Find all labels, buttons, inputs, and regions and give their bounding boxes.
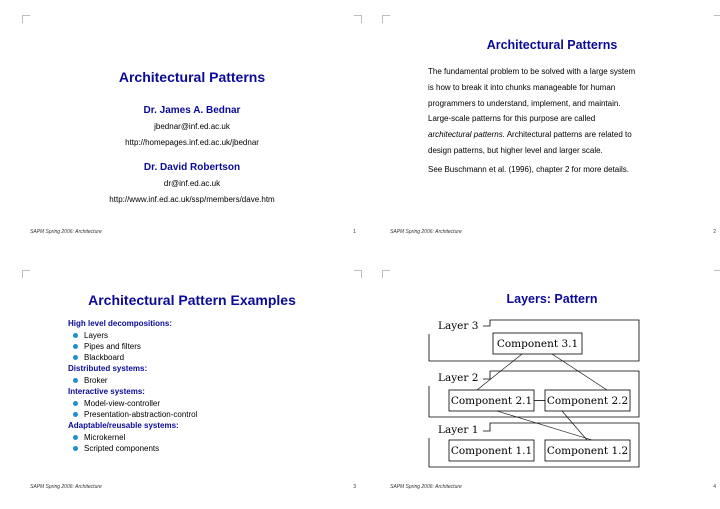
dependency-line — [552, 354, 607, 390]
bullet-icon — [73, 344, 78, 349]
slide-corner-mark — [714, 15, 720, 23]
paragraph-line — [428, 127, 720, 143]
paragraph-line: See Buschmann et al. (1996), chapter 2 for more details. — [428, 165, 629, 174]
component-label: Component 1.2 — [546, 445, 629, 457]
author-name: Dr. David Robertson — [143, 162, 241, 173]
slide-footer — [30, 229, 356, 235]
slide-title: Architectural Patterns — [118, 69, 266, 85]
footer-course: SAPM Spring 2006: Architecture — [390, 484, 462, 490]
bullet-icon — [73, 333, 78, 338]
page-number: 2 — [713, 229, 716, 235]
slide-title: Architectural Patterns — [486, 38, 618, 52]
list-item: Broker — [68, 375, 197, 386]
list-item: Layers — [68, 330, 197, 341]
paragraph-line: is how to break it into chunks manageable for human — [428, 83, 616, 92]
category-heading: Interactive systems: — [68, 387, 145, 396]
slide-corner-mark — [22, 15, 30, 23]
slide-2 — [382, 15, 720, 245]
bullet-icon — [73, 412, 78, 417]
page-number: 4 — [713, 484, 716, 490]
paragraph-text: Architectural patterns are related to — [504, 130, 632, 139]
slide-corner-mark — [22, 270, 30, 278]
slide-title: Architectural Pattern Examples — [88, 292, 296, 308]
paragraph-line: design patterns, but higher level and larger scale. — [428, 146, 603, 155]
list-item: Blackboard — [68, 352, 197, 363]
component-label: Component 1.1 — [450, 445, 533, 457]
footer-course: SAPM Spring 2006: Architecture — [30, 229, 102, 235]
slide-corner-mark — [382, 15, 390, 23]
component-label: Component 2.2 — [546, 395, 629, 407]
bullet-icon — [73, 435, 78, 440]
slide-4 — [382, 270, 720, 500]
author-email[interactable]: dr@inf.ed.ac.uk — [163, 179, 221, 188]
paragraph-line: Large-scale patterns for this purpose are called — [428, 114, 596, 123]
author-name: Dr. James A. Bednar — [143, 105, 241, 116]
list-item: Presentation-abstraction-control — [68, 409, 197, 420]
layer-label: Layer 1 — [438, 424, 479, 436]
slide-footer — [390, 484, 716, 490]
bullet-icon — [73, 401, 78, 406]
paragraph-line: The fundamental problem to be solved with a large system — [428, 67, 636, 76]
list-item: Pipes and filters — [68, 341, 197, 352]
category-heading: Adaptable/reusable systems: — [68, 421, 179, 430]
category-heading: Distributed systems: — [68, 364, 148, 373]
paragraph — [428, 111, 720, 159]
bullet-icon — [73, 355, 78, 360]
footer-course: SAPM Spring 2006: Architecture — [30, 484, 102, 490]
paragraph — [428, 64, 720, 112]
author-email[interactable]: jbednar@inf.ed.ac.uk — [154, 122, 230, 131]
footer-course: SAPM Spring 2006: Architecture — [390, 229, 462, 235]
dependency-line — [497, 411, 592, 440]
slide-footer — [30, 484, 356, 490]
paragraph — [428, 162, 720, 178]
emphasis-term: architectural patterns. — [428, 130, 505, 139]
layer-label: Layer 3 — [438, 320, 479, 332]
slide-footer — [390, 229, 716, 235]
slide-title: Layers: Pattern — [506, 292, 598, 306]
paragraph-line: programmers to understand, implement, and maintain. — [428, 99, 621, 108]
page-number: 3 — [353, 484, 356, 490]
list-item: Model-view-controller — [68, 398, 197, 409]
author-url[interactable]: http://www.inf.ed.ac.uk/ssp/members/dave.htm — [109, 195, 275, 204]
dependency-line — [562, 411, 587, 440]
list-item: Scripted components — [68, 443, 197, 454]
bullet-icon — [73, 446, 78, 451]
pattern-list — [68, 318, 197, 454]
slide-3 — [22, 270, 362, 500]
page-number: 1 — [353, 229, 356, 235]
slide-corner-mark — [354, 270, 362, 278]
dependency-line — [477, 354, 522, 390]
slide-1 — [22, 15, 362, 245]
bullet-icon — [73, 378, 78, 383]
layer-label: Layer 2 — [438, 372, 479, 384]
slide-corner-mark — [354, 15, 362, 23]
component-label: Component 3.1 — [496, 338, 579, 350]
author-url[interactable]: http://homepages.inf.ed.ac.uk/jbednar — [125, 138, 259, 147]
component-label: Component 2.1 — [450, 395, 533, 407]
category-heading: High level decompositions: — [68, 319, 173, 328]
list-item: Microkernel — [68, 432, 197, 443]
layers-diagram — [382, 270, 720, 500]
